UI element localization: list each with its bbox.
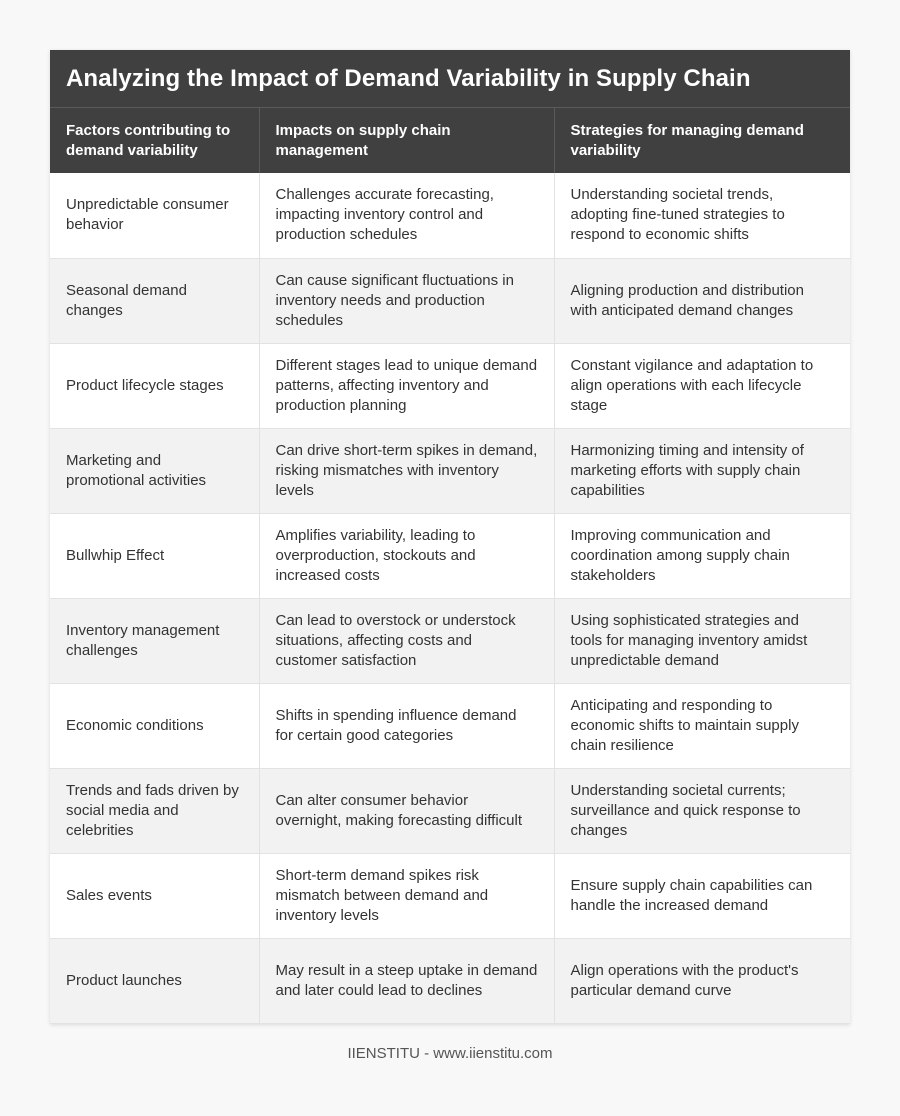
table-row (50, 173, 850, 258)
title-bar (50, 50, 850, 108)
cell-factor: Sales events (50, 853, 259, 938)
table-row (50, 343, 850, 428)
cell-factor: Seasonal demand changes (50, 258, 259, 343)
cell-factor: Trends and fads driven by social media and celebrities (50, 768, 259, 853)
cell-factor: Marketing and promotional activities (50, 428, 259, 513)
cell-impact: Can lead to overstock or understock situations, affecting costs and customer satisfaction (259, 598, 554, 683)
cell-strategy: Harmonizing timing and intensity of marketing efforts with supply chain capabilities (554, 428, 850, 513)
cell-strategy: Ensure supply chain capabilities can handle the increased demand (554, 853, 850, 938)
column-header-factors: Factors contributing to demand variability (50, 108, 259, 173)
table-row (50, 768, 850, 853)
cell-factor: Inventory management challenges (50, 598, 259, 683)
cell-impact: Can drive short-term spikes in demand, risking mismatches with inventory levels (259, 428, 554, 513)
cell-strategy: Aligning production and distribution with anticipated demand changes (554, 258, 850, 343)
table-row (50, 513, 850, 598)
cell-impact: Challenges accurate forecasting, impacting inventory control and production schedules (259, 173, 554, 258)
cell-factor: Product launches (50, 938, 259, 1023)
table-row (50, 683, 850, 768)
demand-variability-table (50, 108, 850, 1024)
cell-factor: Product lifecycle stages (50, 343, 259, 428)
cell-strategy: Align operations with the product's particular demand curve (554, 938, 850, 1023)
footer-credit: IIENSTITU - www.iienstitu.com (347, 1045, 553, 1062)
cell-factor: Economic conditions (50, 683, 259, 768)
cell-impact: Shifts in spending influence demand for certain good categories (259, 683, 554, 768)
table-row (50, 853, 850, 938)
table-row (50, 428, 850, 513)
table-card (50, 50, 850, 1024)
cell-impact: Different stages lead to unique demand patterns, affecting inventory and production planning (259, 343, 554, 428)
column-header-impacts: Impacts on supply chain management (259, 108, 554, 173)
cell-strategy: Constant vigilance and adaptation to align operations with each lifecycle stage (554, 343, 850, 428)
cell-strategy: Understanding societal currents; surveillance and quick response to changes (554, 768, 850, 853)
table-row (50, 598, 850, 683)
table-row (50, 938, 850, 1023)
column-header-strategies: Strategies for managing demand variability (554, 108, 850, 173)
header-row (50, 108, 850, 173)
cell-impact: Can alter consumer behavior overnight, making forecasting difficult (259, 768, 554, 853)
cell-strategy: Understanding societal trends, adopting fine-tuned strategies to respond to economic shifts (554, 173, 850, 258)
cell-factor: Unpredictable consumer behavior (50, 173, 259, 258)
cell-impact: Short-term demand spikes risk mismatch between demand and inventory levels (259, 853, 554, 938)
cell-impact: May result in a steep uptake in demand and later could lead to declines (259, 938, 554, 1023)
page-title: Analyzing the Impact of Demand Variability in Supply Chain (66, 64, 751, 92)
cell-impact: Amplifies variability, leading to overproduction, stockouts and increased costs (259, 513, 554, 598)
cell-strategy: Using sophisticated strategies and tools for managing inventory amidst unpredictable demand (554, 598, 850, 683)
cell-impact: Can cause significant fluctuations in inventory needs and production schedules (259, 258, 554, 343)
cell-factor: Bullwhip Effect (50, 513, 259, 598)
cell-strategy: Improving communication and coordination among supply chain stakeholders (554, 513, 850, 598)
cell-strategy: Anticipating and responding to economic shifts to maintain supply chain resilience (554, 683, 850, 768)
table-row (50, 258, 850, 343)
